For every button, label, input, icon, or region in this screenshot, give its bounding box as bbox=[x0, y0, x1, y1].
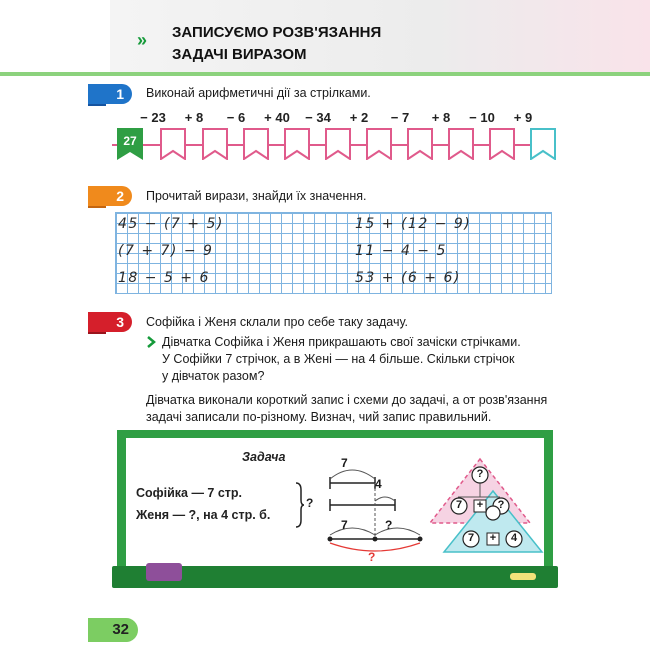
operation-label: + 8 bbox=[184, 110, 204, 125]
operation-label: − 34 bbox=[305, 110, 331, 125]
paragraph-line-2: задачі записали по-різному. Визнач, чий запис правильний. bbox=[146, 410, 492, 424]
operation-label: + 8 bbox=[431, 110, 451, 125]
operation-label: + 2 bbox=[349, 110, 369, 125]
operation-label: − 10 bbox=[469, 110, 495, 125]
triangle1-left-value: 7 bbox=[455, 499, 463, 511]
scheme-bottom-label: 7 bbox=[341, 518, 348, 532]
task1-instruction: Виконай арифметичні дії за стрілками. bbox=[146, 86, 371, 100]
expression-right-1: 15 + (12 − 9) bbox=[355, 216, 472, 232]
answer-flag-2[interactable] bbox=[202, 128, 228, 160]
answer-flag-3[interactable] bbox=[243, 128, 269, 160]
triangle1-top-value: ? bbox=[476, 468, 484, 480]
answer-flag-6[interactable] bbox=[366, 128, 392, 160]
triangle2-left-value: 7 bbox=[467, 532, 475, 544]
triangle2-right-value: 4 bbox=[510, 532, 518, 544]
answer-flag-4[interactable] bbox=[284, 128, 310, 160]
task1-number: 1 bbox=[88, 84, 132, 104]
paragraph-line-1: Дівчатка виконали короткий запис і схеми до задачі, а от розв'язання bbox=[146, 393, 548, 407]
chevron-right-icon bbox=[146, 336, 156, 348]
task3-intro: Софійка і Женя склали про себе таку задачу. bbox=[146, 315, 408, 329]
expression-right-2: 11 − 4 − 5 bbox=[355, 243, 447, 259]
operation-label: − 7 bbox=[390, 110, 410, 125]
triangle2-operator: + bbox=[489, 532, 497, 544]
page-number: 32 bbox=[112, 621, 129, 638]
problem-line-2: У Софійки 7 стрічок, а в Жені — на 4 більше. Скільки стрічок bbox=[162, 352, 515, 366]
scheme-total-question: ? bbox=[368, 550, 376, 564]
short-note-row-2: Женя — ?, на 4 стр. б. bbox=[136, 508, 271, 522]
total-question-mark: ? bbox=[306, 496, 314, 510]
problem-line-3: у дівчаток разом? bbox=[162, 369, 265, 383]
expression-left-3: 18 − 5 + 6 bbox=[118, 270, 210, 286]
answer-flag-9[interactable] bbox=[489, 128, 515, 160]
expression-left-1: 45 − (7 + 5) bbox=[118, 216, 224, 232]
task2-instruction: Прочитай вирази, знайди їх значення. bbox=[146, 189, 367, 203]
operation-label: − 23 bbox=[140, 110, 166, 125]
double-chevron-icon: » bbox=[137, 30, 145, 50]
operation-label: + 40 bbox=[264, 110, 290, 125]
answer-flag-7[interactable] bbox=[407, 128, 433, 160]
task2-number: 2 bbox=[88, 186, 132, 206]
short-note-heading: Задача bbox=[242, 450, 286, 464]
eraser-icon bbox=[146, 563, 182, 581]
answer-flag-1[interactable] bbox=[160, 128, 186, 160]
expression-left-2: (7 + 7) − 9 bbox=[118, 243, 214, 259]
task3-number: 3 bbox=[88, 312, 132, 332]
header-divider bbox=[0, 72, 650, 76]
triangle1-operator: + bbox=[476, 499, 484, 511]
task3-problem bbox=[162, 334, 562, 385]
scheme-top-label: 7 bbox=[341, 456, 348, 470]
short-note-row-1: Софійка — 7 стр. bbox=[136, 486, 243, 500]
operation-label: + 9 bbox=[513, 110, 533, 125]
title-line-1: ЗАПИСУЄМО РОЗВ'ЯЗАННЯ bbox=[172, 24, 382, 41]
curly-brace bbox=[294, 482, 304, 528]
task3-paragraph bbox=[146, 392, 566, 426]
scheme-extra-label: 4 bbox=[375, 477, 382, 491]
final-answer-flag[interactable] bbox=[530, 128, 556, 160]
triangle1-right-value: ? bbox=[497, 499, 505, 511]
title-line-2: ЗАДАЧІ ВИРАЗОМ bbox=[172, 46, 307, 63]
chalk-icon bbox=[510, 573, 536, 580]
page-number-tab bbox=[88, 618, 138, 642]
answer-flag-8[interactable] bbox=[448, 128, 474, 160]
answer-flag-5[interactable] bbox=[325, 128, 351, 160]
scheme-bottom-question: ? bbox=[385, 518, 393, 532]
page-title bbox=[172, 22, 392, 66]
operation-label: − 6 bbox=[226, 110, 246, 125]
start-value: 27 bbox=[123, 134, 137, 148]
expression-right-3: 53 + (6 + 6) bbox=[355, 270, 461, 286]
problem-line-1: Дівчатка Софійка і Женя прикрашають свої зачіски стрічками. bbox=[162, 335, 521, 349]
